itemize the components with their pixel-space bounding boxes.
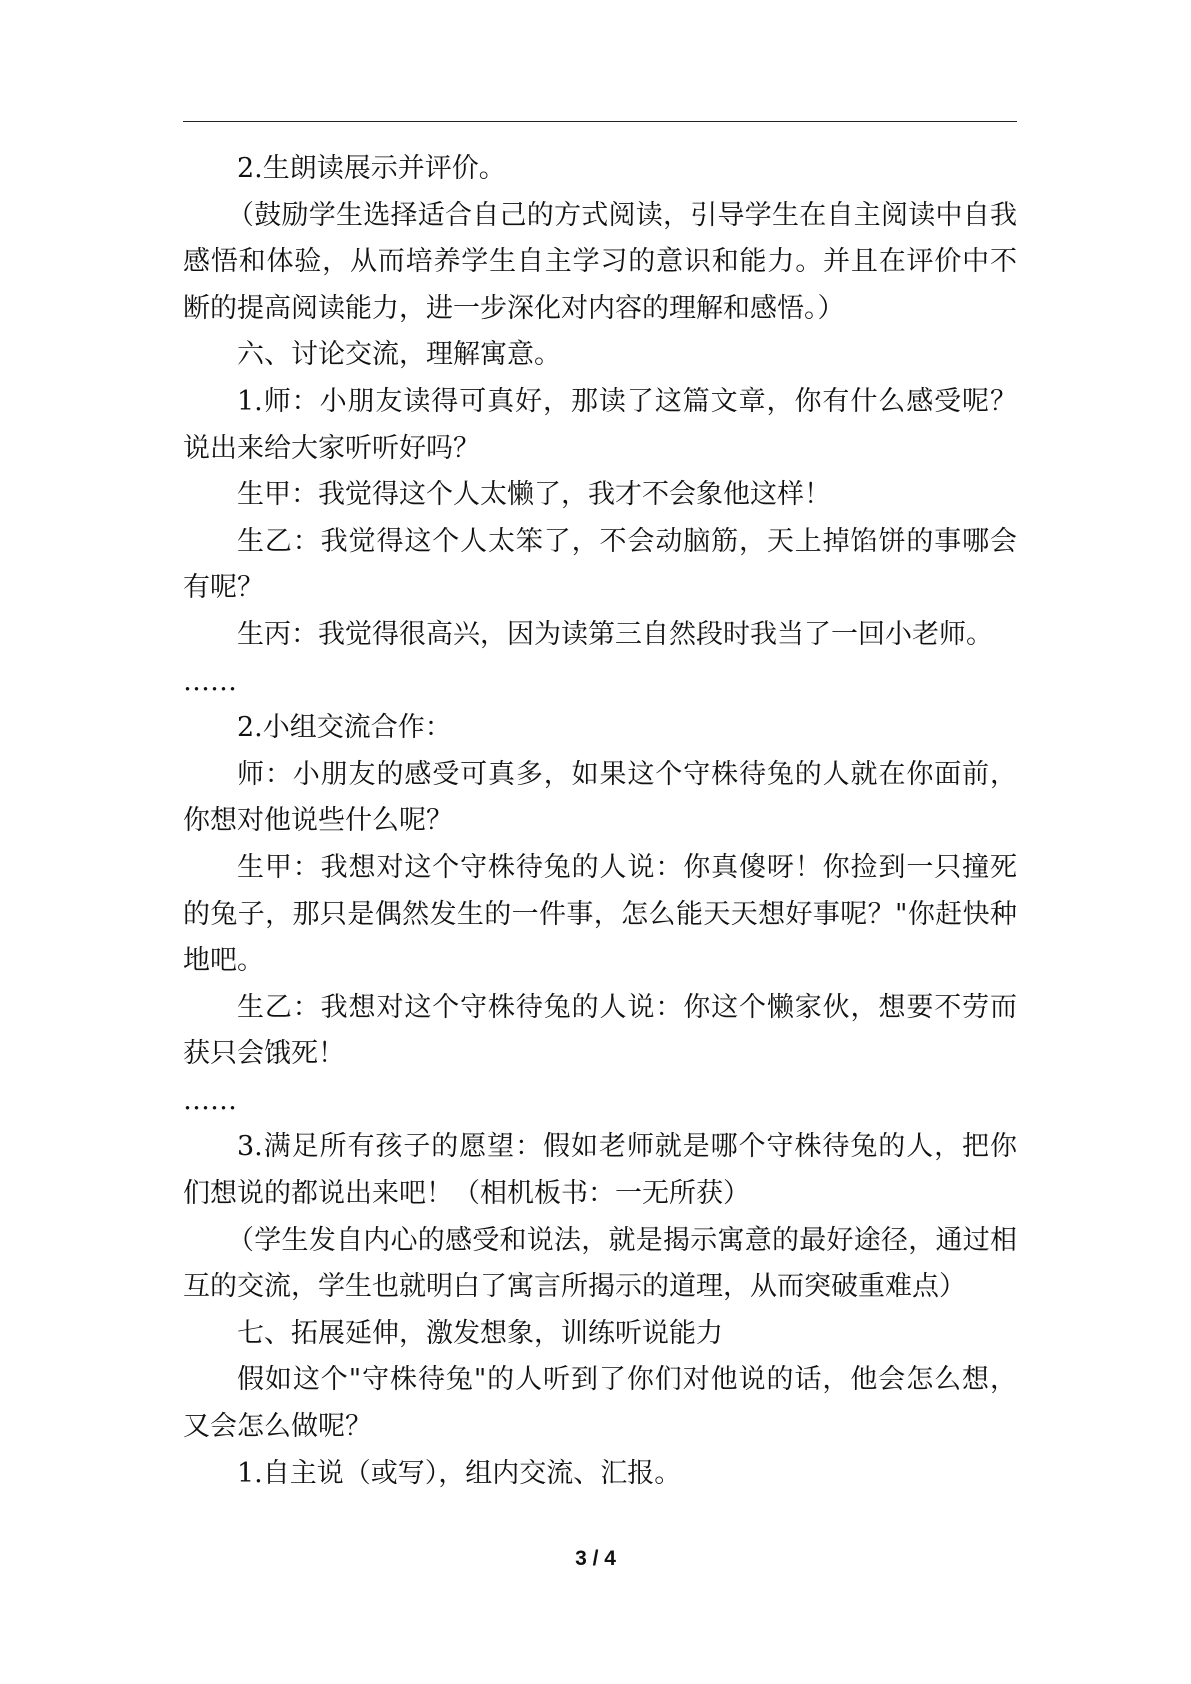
paragraph: 生甲：我觉得这个人太懒了，我才不会象他这样！	[237, 479, 831, 511]
section-heading: 七、拓展延伸，激发想象，训练听说能力	[237, 1317, 723, 1349]
paragraph: 3.满足所有孩子的愿望：假如老师就是哪个守株待兔的人，把你们想说的都说出来吧！（相机板书：一无所获）	[183, 1131, 1017, 1210]
ellipsis-line: ……	[183, 665, 237, 697]
paragraph: 1.自主说（或写），组内交流、汇报。	[237, 1457, 682, 1489]
ellipsis-line: ……	[183, 1084, 237, 1116]
paragraph: （学生发自内心的感受和说法，就是揭示寓意的最好途径，通过相互的交流，学生也就明白了寓言所揭示的道理，从而突破重难点）	[183, 1224, 1017, 1303]
paragraph: 假如这个"守株待兔"的人听到了你们对他说的话，他会怎么想，又会怎么做呢？	[183, 1364, 1017, 1443]
header-rule	[183, 121, 1017, 122]
paragraph: （鼓励学生选择适合自己的方式阅读，引导学生在自主阅读中自我感悟和体验，从而培养学生自主学习的意识和能力。并且在评价中不断的提高阅读能力，进一步深化对内容的理解和感悟。）	[183, 199, 1017, 324]
paragraph: 师：小朋友的感受可真多，如果这个守株待兔的人就在你面前，你想对他说些什么呢？	[183, 758, 1017, 837]
paragraph: 生甲：我想对这个守株待兔的人说：你真傻呀！你捡到一只撞死的兔子，那只是偶然发生的一件事，怎么能天天想好事呢？"你赶快种地吧。	[183, 851, 1017, 977]
paragraph: 2.小组交流合作：	[237, 712, 452, 744]
paragraph: 1.师：小朋友读得可真好，那读了这篇文章，你有什么感受呢？说出来给大家听听好吗？	[183, 385, 1017, 464]
paragraph: 2.生朗读展示并评价。	[237, 153, 506, 184]
section-heading: 六、讨论交流，理解寓意。	[237, 339, 561, 371]
document-body	[183, 146, 1017, 1497]
paragraph: 生乙：我觉得这个人太笨了，不会动脑筋，天上掉馅饼的事哪会有呢？	[183, 525, 1017, 604]
page-number: 3 / 4	[575, 1547, 616, 1570]
paragraph: 生丙：我觉得很高兴，因为读第三自然段时我当了一回小老师。	[237, 618, 993, 650]
paragraph: 生乙：我想对这个守株待兔的人说：你这个懒家伙，想要不劳而获只会饿死！	[183, 991, 1017, 1070]
